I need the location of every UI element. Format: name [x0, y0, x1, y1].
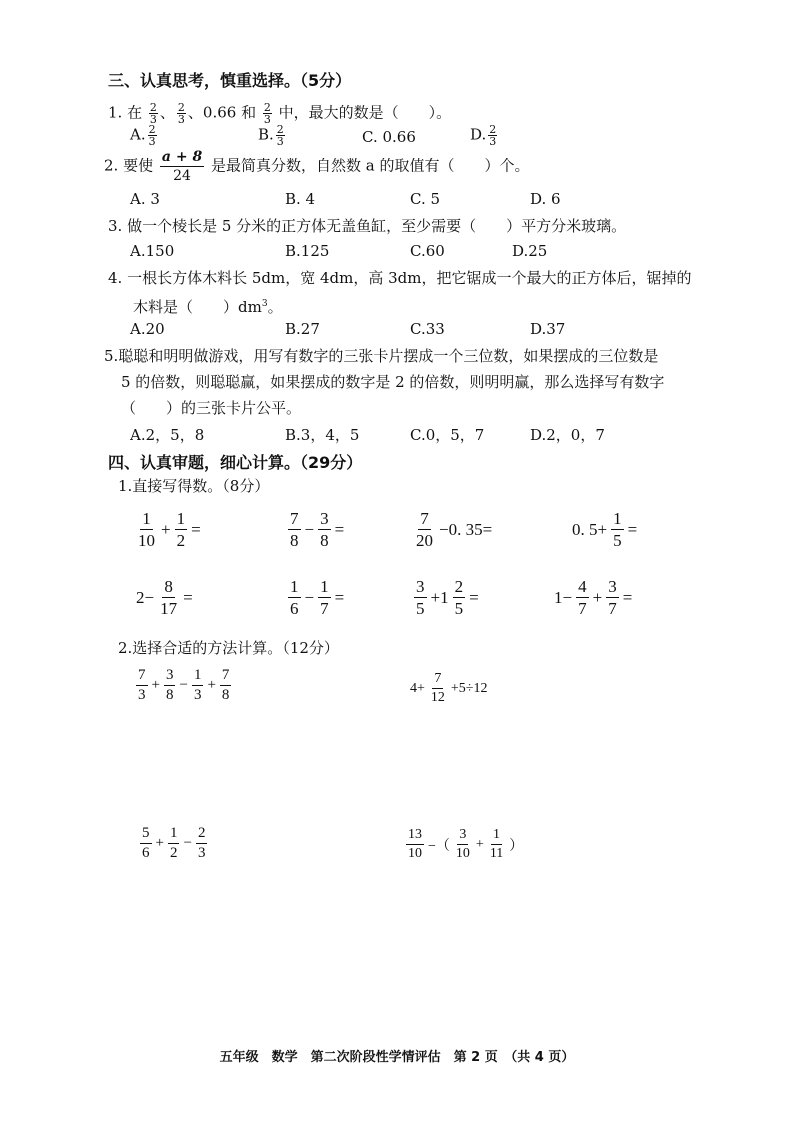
- calc-7-b-num: 2: [454, 577, 464, 596]
- mc2-a-num: 7: [432, 672, 443, 689]
- mc1-frac-a: [136, 668, 148, 703]
- q2-option-a: A. 3: [130, 190, 160, 208]
- mc4-a-den: 10: [408, 846, 422, 861]
- calc-6-frac-b: [318, 578, 331, 617]
- q2-fraction-num: a + 8: [161, 149, 203, 165]
- calc-1: [134, 510, 203, 549]
- mc2-a-den: 12: [430, 690, 445, 705]
- calc-3-rest: −0. 35=: [439, 519, 493, 539]
- calc-7-frac-b: [453, 578, 466, 617]
- calc-2-b-num: 3: [320, 509, 329, 528]
- calc-2-a-den: 8: [290, 531, 299, 550]
- mc4-c-den: 11: [489, 846, 504, 861]
- mc1-op2: −: [179, 677, 188, 693]
- q1-option-d-label: D.: [470, 125, 487, 144]
- q3-number: 3.: [108, 217, 123, 235]
- calc-2: [286, 510, 346, 549]
- q4-text-line2-end: 。: [267, 298, 283, 316]
- mc1-b-num: 3: [164, 668, 176, 686]
- q5-line2: 5 的倍数，则聪聪赢，如果摆成的数字是 2 的倍数，则明明赢，那么选择写有数字: [121, 373, 665, 391]
- q4-superscript: 3: [261, 299, 268, 309]
- mc3-a-den: 6: [142, 845, 150, 861]
- q1-text-b: 中，最大的数是（ ）。: [278, 103, 452, 122]
- q1-option-d-den: 3: [489, 135, 497, 148]
- calc-4-pre: 0. 5+: [572, 519, 608, 539]
- calc-4-a-den: 5: [613, 531, 622, 550]
- mc1-op1: +: [151, 677, 160, 693]
- calc-5-a-num: 8: [164, 577, 173, 596]
- q3-option-d: D.25: [512, 242, 548, 260]
- calc-1-frac-a: [136, 510, 157, 549]
- calc-4: [570, 510, 639, 549]
- calc-8-b-den: 7: [608, 599, 617, 618]
- mc4-frac-c: [488, 828, 505, 861]
- q1-option-a-num: 2: [148, 123, 156, 136]
- calc-1-b-num: 1: [176, 509, 186, 528]
- mc1-frac-c: [192, 668, 204, 703]
- q2-text-a: 要使: [123, 156, 154, 175]
- q1-option-b-label: B.: [258, 125, 274, 144]
- q1-frac-1: [149, 102, 158, 125]
- q5-option-b: B.3，4，5: [285, 426, 360, 444]
- mc1-frac-b: [164, 668, 176, 703]
- q5-text-line1: 聪聪和明明做游戏，用写有数字的三张卡片摆成一个三位数，如果摆成的三位数是: [118, 347, 659, 365]
- calc-7-op: +1: [430, 587, 449, 607]
- method-calc-1: [134, 668, 233, 703]
- mc2-rest: +5÷12: [450, 680, 488, 696]
- calc-7-a-num: 3: [416, 577, 425, 596]
- question-1: [108, 102, 451, 125]
- question-2: [104, 150, 529, 183]
- mc4-op2: +: [475, 836, 484, 852]
- mc4-op1: −（: [428, 838, 450, 854]
- mc4-frac-b: [454, 828, 472, 861]
- calc-8: [552, 578, 634, 617]
- question-4: [108, 268, 692, 288]
- q5-option-d: D.2，0，7: [530, 426, 605, 444]
- calc-1-a-den: 10: [138, 531, 155, 550]
- mc3-op1: +: [155, 835, 164, 851]
- calc-1-frac-b: [175, 510, 188, 549]
- calc-1-op: +: [161, 519, 171, 539]
- q2-fraction: [160, 150, 204, 183]
- calc-3: [412, 510, 494, 549]
- mc1-b-den: 8: [165, 687, 174, 703]
- calc-4-a-num: 1: [613, 509, 622, 528]
- calc-4-frac-a: [611, 510, 624, 549]
- q1-frac-1-den: 3: [149, 113, 157, 126]
- q1-sep1: 、: [159, 103, 175, 122]
- calc-8-b-num: 3: [608, 577, 617, 596]
- q4-text-line1: 一根长方体木料长 5dm，宽 4dm，高 3dm，把它锯成一个最大的正方体后，锯掉的: [127, 269, 692, 287]
- calc-3-a-num: 7: [420, 509, 429, 528]
- mc2-frac-a: [429, 672, 447, 705]
- calc-7: [412, 578, 481, 617]
- calc-2-a-num: 7: [290, 509, 299, 528]
- calc-8-a-den: 7: [578, 599, 587, 618]
- mc3-frac-a: [140, 826, 152, 861]
- mc3-frac-b: [168, 826, 180, 861]
- q1-option-a-frac: [148, 124, 157, 147]
- mc4-close: ）: [509, 838, 524, 854]
- calc-5-a-den: 17: [160, 599, 178, 618]
- mc3-b-den: 2: [169, 845, 178, 861]
- calc-5-pre: 2−: [136, 587, 155, 607]
- calc-2-frac-b: [318, 510, 331, 549]
- q5-option-a: A.2，5，8: [130, 426, 205, 444]
- mc4-b-den: 10: [455, 846, 470, 861]
- calc-7-a-den: 5: [416, 599, 425, 618]
- method-calc-3: [138, 826, 209, 861]
- method-calc-2: [408, 672, 490, 705]
- calc-7-eq: =: [469, 587, 479, 607]
- q1-number: 1.: [108, 103, 123, 122]
- q3-option-b: B.125: [285, 242, 330, 260]
- calc-2-op: −: [304, 519, 315, 539]
- calc-1-a-num: 1: [142, 509, 151, 528]
- q1-frac-3: [263, 102, 272, 125]
- calc-2-eq: =: [334, 519, 345, 539]
- q1-option-b-num: 2: [276, 123, 284, 136]
- q1-frac-3-num: 2: [263, 101, 271, 114]
- q1-option-a-den: 3: [148, 135, 156, 148]
- mc1-d-num: 7: [220, 668, 232, 686]
- question-5: [104, 346, 658, 366]
- calc-3-frac-a: [414, 510, 435, 549]
- calc-5-frac-a: [158, 578, 179, 617]
- calc-5-eq: =: [183, 587, 193, 607]
- q2-option-c: C. 5: [410, 190, 441, 208]
- calc-1-b-den: 2: [176, 531, 186, 550]
- q2-number: 2.: [104, 156, 119, 175]
- q4-option-d: D.37: [530, 320, 566, 338]
- calc-6-b-den: 7: [320, 599, 329, 618]
- q2-option-d: D. 6: [530, 190, 561, 208]
- calc-8-eq: =: [622, 587, 633, 607]
- q1-frac-2: [177, 102, 186, 125]
- q1-option-b: [258, 124, 287, 147]
- q1-frac-1-num: 2: [149, 101, 157, 114]
- q4-line2: [133, 294, 283, 317]
- mc1-op3: +: [207, 677, 216, 693]
- calc-6-eq: =: [334, 587, 345, 607]
- calc-6-a-num: 1: [290, 577, 299, 596]
- q1-text-a: 在: [127, 103, 143, 122]
- calc-2-frac-a: [288, 510, 301, 549]
- question-3: [108, 216, 626, 236]
- q2-option-b: B. 4: [285, 190, 316, 208]
- calc-8-frac-a: [576, 578, 589, 617]
- mc1-c-num: 1: [192, 668, 204, 686]
- calc-8-pre: 1−: [554, 587, 573, 607]
- page-footer: 五年级 数学 第二次阶段性学情评估 第 2 页 （共 4 页）: [219, 1050, 575, 1065]
- mc1-frac-d: [220, 668, 232, 703]
- calc-6-b-num: 1: [320, 577, 329, 596]
- mc1-a-den: 3: [138, 687, 146, 703]
- mc1-d-den: 8: [221, 687, 230, 703]
- mc4-frac-a: [406, 828, 424, 861]
- q1-option-c: C. 0.66: [362, 128, 416, 146]
- q5-line3: （ ）的三张卡片公平。: [121, 399, 302, 417]
- mc2-pre: 4+: [410, 680, 425, 696]
- calc-7-frac-a: [414, 578, 427, 617]
- calc-6-frac-a: [288, 578, 301, 617]
- q1-option-b-frac: [276, 124, 285, 147]
- mc3-c-den: 3: [197, 845, 206, 861]
- q2-text-b: 是最简真分数，自然数 a 的取值有（ ）个。: [210, 156, 530, 175]
- q4-number: 4.: [108, 269, 123, 287]
- mc3-op2: −: [183, 835, 192, 851]
- calc-7-b-den: 5: [454, 599, 464, 618]
- calc-4-eq: =: [627, 519, 638, 539]
- method-calc-4: [404, 828, 525, 861]
- part2-title: 2.选择合适的方法计算。（12分）: [118, 639, 339, 657]
- section4-heading: 四、认真审题，细心计算。（29分）: [108, 453, 363, 472]
- mc4-c-num: 1: [491, 828, 502, 845]
- q4-text-line2: 木料是（ ）dm: [133, 298, 262, 316]
- q2-fraction-den: 24: [173, 168, 191, 184]
- q1-sep2: 、0.66 和: [187, 103, 257, 122]
- q5-number: 5.: [104, 347, 119, 365]
- calc-8-frac-b: [606, 578, 619, 617]
- calc-6: [286, 578, 346, 617]
- q1-option-d-frac: [488, 124, 497, 147]
- q3-text: 做一个棱长是 5 分米的正方体无盖鱼缸，至少需要（ ）平方分米玻璃。: [127, 217, 627, 235]
- q3-option-a: A.150: [130, 242, 175, 260]
- part1-title: 1.直接写得数。（8分）: [118, 477, 270, 495]
- mc3-frac-c: [196, 826, 208, 861]
- mc3-b-num: 1: [168, 826, 180, 844]
- mc1-c-den: 3: [193, 687, 202, 703]
- calc-8-op: +: [592, 587, 603, 607]
- section3-heading: 三、认真思考，慎重选择。（5分）: [108, 71, 352, 90]
- q1-option-a-label: A.: [130, 125, 146, 144]
- q1-option-b-den: 3: [276, 135, 284, 148]
- mc3-a-num: 5: [140, 826, 152, 844]
- mc4-b-num: 3: [457, 828, 468, 845]
- q4-option-b: B.27: [285, 320, 320, 338]
- q1-option-d-num: 2: [489, 123, 497, 136]
- q5-option-c: C.0，5，7: [410, 426, 485, 444]
- calc-2-b-den: 8: [320, 531, 329, 550]
- calc-3-a-den: 20: [416, 531, 433, 550]
- calc-8-a-num: 4: [578, 577, 587, 596]
- q1-option-d: [470, 124, 499, 147]
- mc3-c-num: 2: [196, 826, 208, 844]
- q1-option-a: [130, 124, 159, 147]
- q4-option-c: C.33: [410, 320, 445, 338]
- mc4-a-num: 13: [406, 828, 424, 845]
- q4-option-a: A.20: [130, 320, 165, 338]
- q1-frac-3-den: 3: [263, 113, 271, 126]
- q1-frac-2-num: 2: [177, 101, 185, 114]
- calc-5: [134, 578, 195, 617]
- calc-6-a-den: 6: [290, 599, 299, 618]
- calc-6-op: −: [304, 587, 315, 607]
- q3-option-c: C.60: [410, 242, 445, 260]
- q1-frac-2-den: 3: [177, 113, 185, 126]
- calc-1-eq: =: [191, 519, 201, 539]
- mc1-a-num: 7: [136, 668, 148, 686]
